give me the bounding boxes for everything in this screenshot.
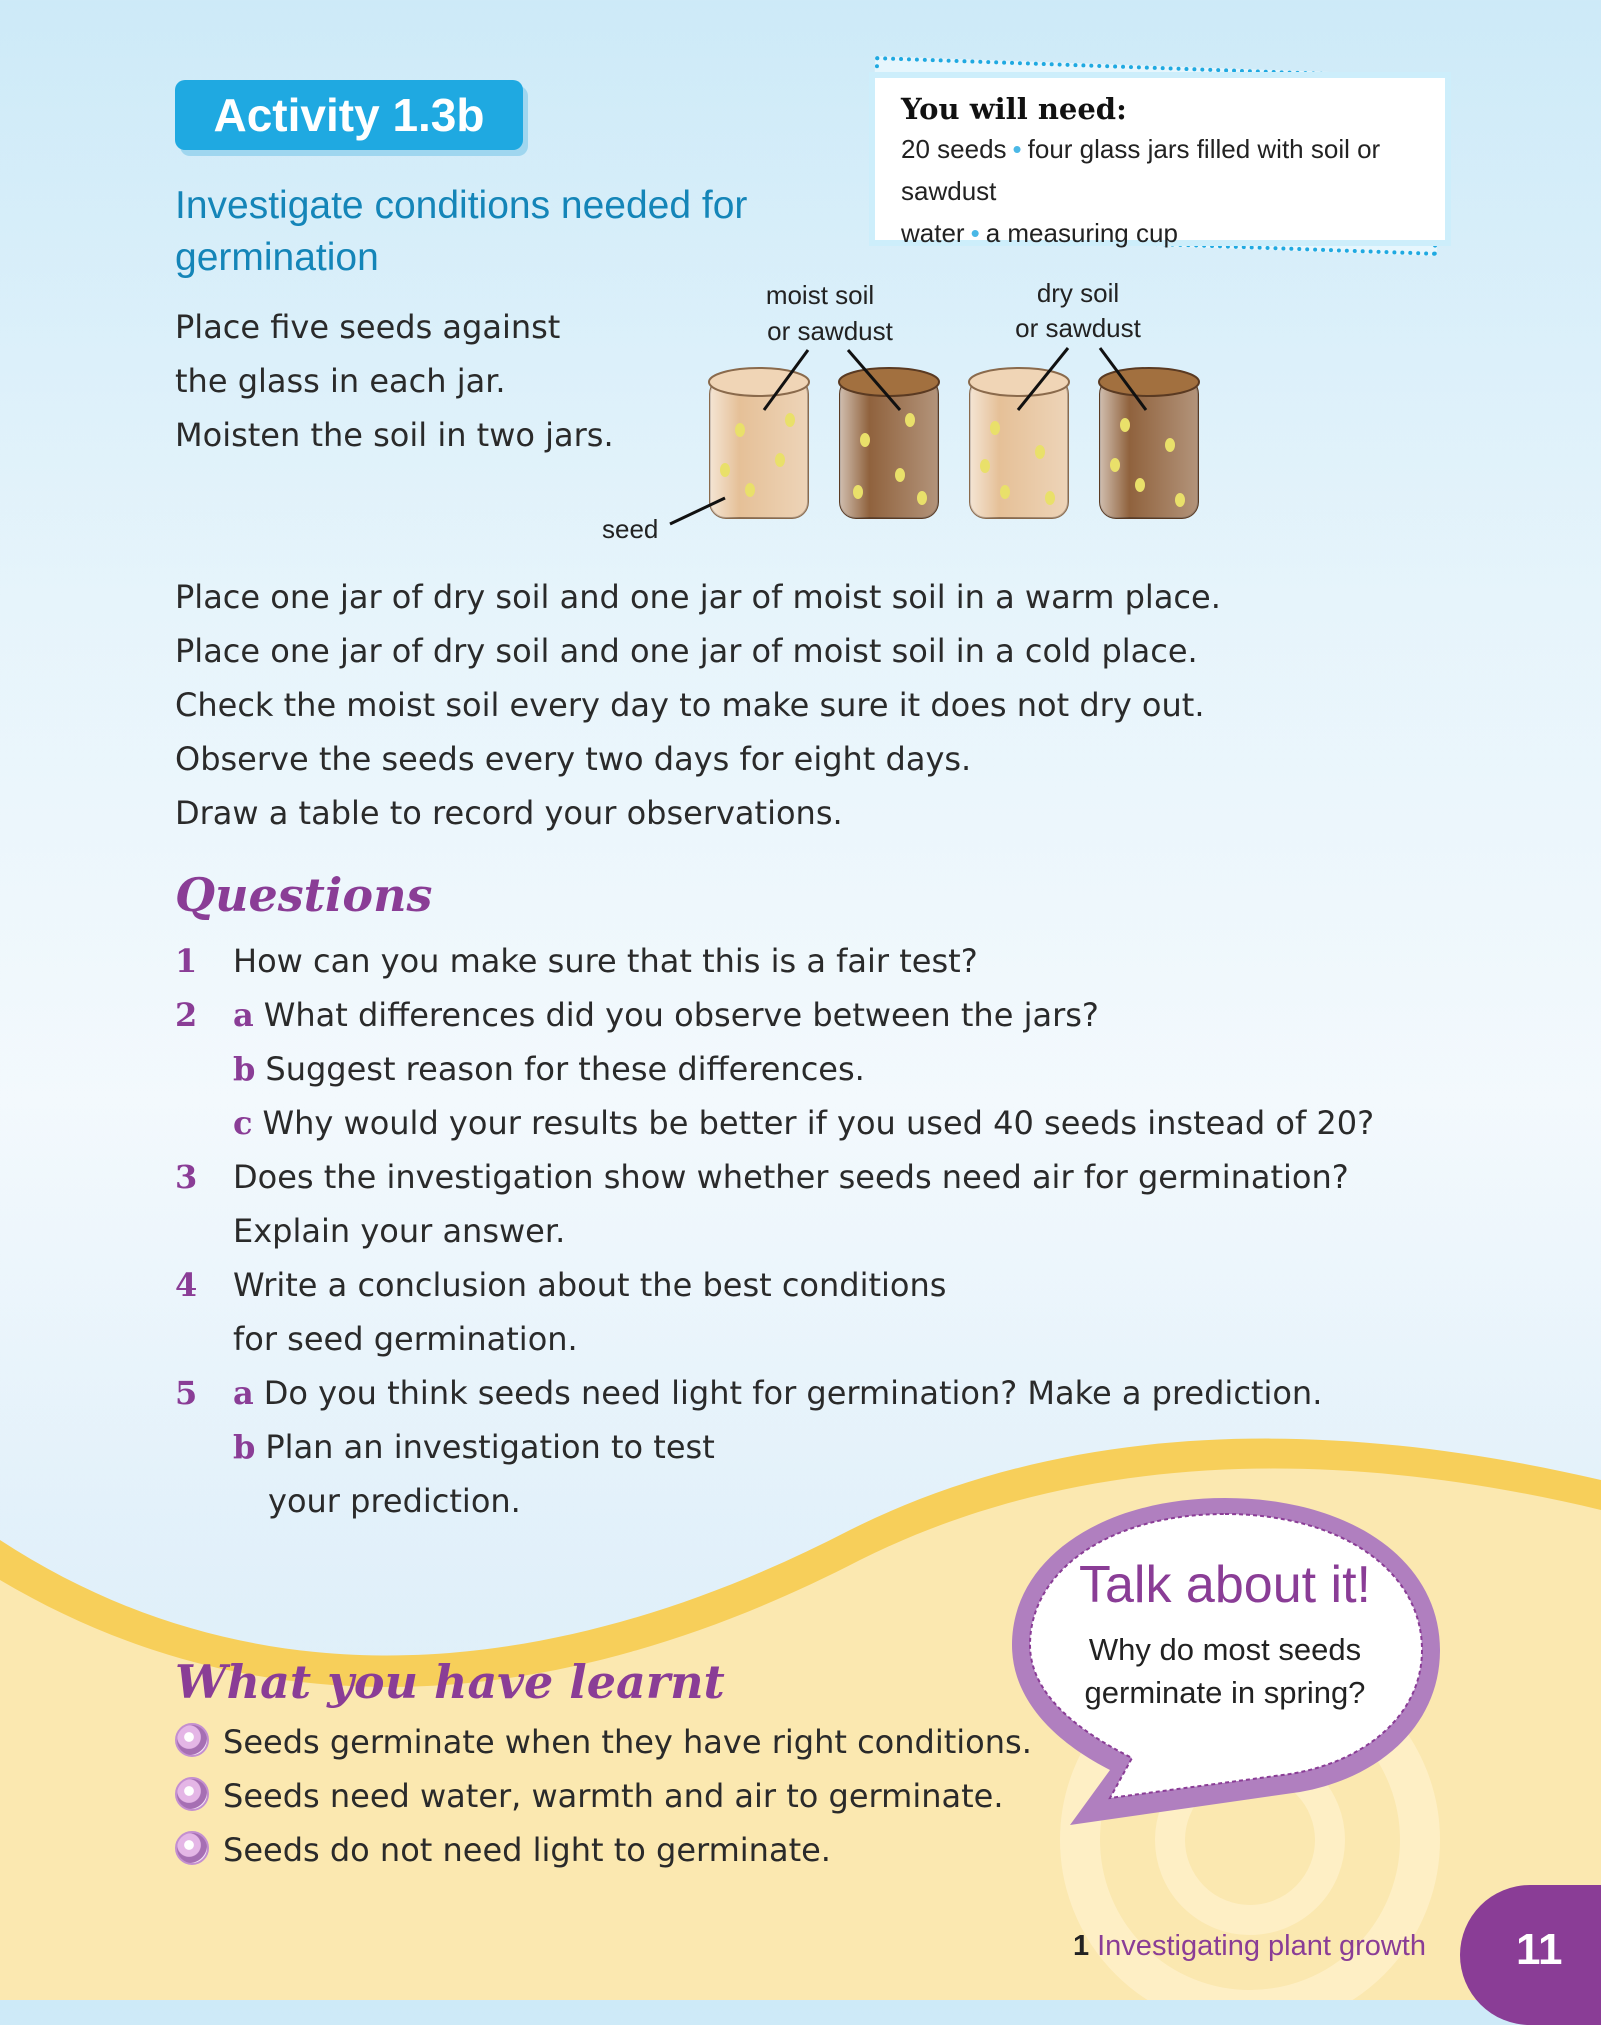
swirl-bullet-icon [175, 1831, 209, 1865]
intro-line: Moisten the soil in two jars. [175, 416, 614, 454]
label-moist-line1: moist soil [765, 280, 875, 310]
bullet-dot-icon: • [970, 218, 980, 248]
subpart-label: b [233, 1428, 256, 1466]
activity-title: Investigate conditions needed for germination [175, 184, 748, 279]
subpart-label: a [233, 1374, 254, 1412]
footer-chapter-title [1073, 1930, 1426, 1963]
label-dry-line2: or sawdust [1015, 313, 1141, 343]
question-number: 4 [175, 1266, 198, 1304]
swirl-bullet-icon [175, 1723, 209, 1757]
question-text: What differences did you observe between the jars? [263, 996, 1099, 1034]
talk-text: Why do most seeds germinate in spring? [1084, 1632, 1366, 1710]
page-number: 11 [1460, 1885, 1601, 2025]
subpart-label: b [233, 1050, 256, 1088]
swirl-bullet-icon [175, 1777, 209, 1811]
questions-heading: Questions [175, 868, 433, 922]
step-line: Observe the seeds every two days for eight days. [175, 740, 972, 778]
step-line: Place one jar of dry soil and one jar of moist soil in a warm place. [175, 578, 1221, 616]
need-item: water [901, 218, 965, 248]
need-item: a measuring cup [985, 218, 1178, 248]
jar-dark-1 [839, 368, 939, 518]
question-text: for seed germination. [233, 1320, 578, 1358]
question-text: Write a conclusion about the best conditions [233, 1266, 947, 1304]
intro-text [175, 300, 614, 462]
question-number: 5 [175, 1374, 198, 1412]
step-line: Place one jar of dry soil and one jar of moist soil in a cold place. [175, 632, 1198, 670]
learnt-text: Seeds do not need light to germinate. [223, 1831, 831, 1869]
question-text: How can you make sure that this is a fair test? [233, 942, 978, 980]
question-text: Plan an investigation to test [265, 1428, 715, 1466]
activity-badge: Activity 1.3b [175, 80, 523, 150]
jar-light-1 [709, 368, 809, 518]
question-subpart [233, 1096, 1374, 1150]
jar-light-2 [969, 368, 1069, 518]
question-text: Suggest reason for these differences. [265, 1050, 865, 1088]
jars-diagram [580, 270, 1240, 560]
intro-line: the glass in each jar. [175, 362, 506, 400]
question-subpart [233, 1420, 715, 1474]
question-text: your prediction. [268, 1482, 521, 1520]
learnt-text: Seeds germinate when they have right conditions. [223, 1723, 1032, 1761]
you-will-need-box [875, 78, 1445, 248]
steps [175, 570, 1221, 840]
label-moist-line2: or sawdust [767, 316, 893, 346]
question-subpart [233, 1042, 865, 1096]
question-number: 3 [175, 1158, 198, 1196]
question-number: 2 [175, 996, 198, 1034]
learnt-item [175, 1823, 831, 1877]
jar-dark-2 [1099, 368, 1199, 518]
question-text: Why would your results be better if you used 40 seeds instead of 20? [262, 1104, 1375, 1142]
footer-title: Investigating plant growth [1097, 1930, 1426, 1962]
label-dry-line1: dry soil [1036, 278, 1120, 308]
learnt-text: Seeds need water, warmth and air to germinate. [223, 1777, 1004, 1815]
talk-title: Talk about it! [1079, 1556, 1371, 1614]
question-text: Does the investigation show whether seeds need air for germination? [233, 1158, 1349, 1196]
bullet-dot-icon: • [1012, 134, 1022, 164]
learnt-heading: What you have learnt [175, 1655, 725, 1709]
subpart-label: c [233, 1104, 253, 1142]
footer-chapter-number: 1 [1072, 1930, 1090, 1962]
learnt-item [175, 1715, 1032, 1769]
intro-line: Place five seeds against [175, 308, 561, 346]
question-subpart [233, 988, 1099, 1042]
question-number: 1 [175, 942, 198, 980]
need-item: four glass jars filled with soil or sawdust [901, 134, 1381, 206]
question-text: Explain your answer. [233, 1212, 566, 1250]
question-subpart [233, 1366, 1322, 1420]
you-will-need-items [901, 128, 1429, 254]
learnt-item [175, 1769, 1004, 1823]
you-will-need-title: You will need: [901, 92, 1127, 126]
step-line: Check the moist soil every day to make sure it does not dry out. [175, 686, 1205, 724]
step-line: Draw a table to record your observations. [175, 794, 843, 832]
question-text: Do you think seeds need light for germination? Make a prediction. [263, 1374, 1323, 1412]
label-seed: seed [602, 514, 659, 544]
subpart-label: a [233, 996, 254, 1034]
need-item: 20 seeds [901, 134, 1007, 164]
